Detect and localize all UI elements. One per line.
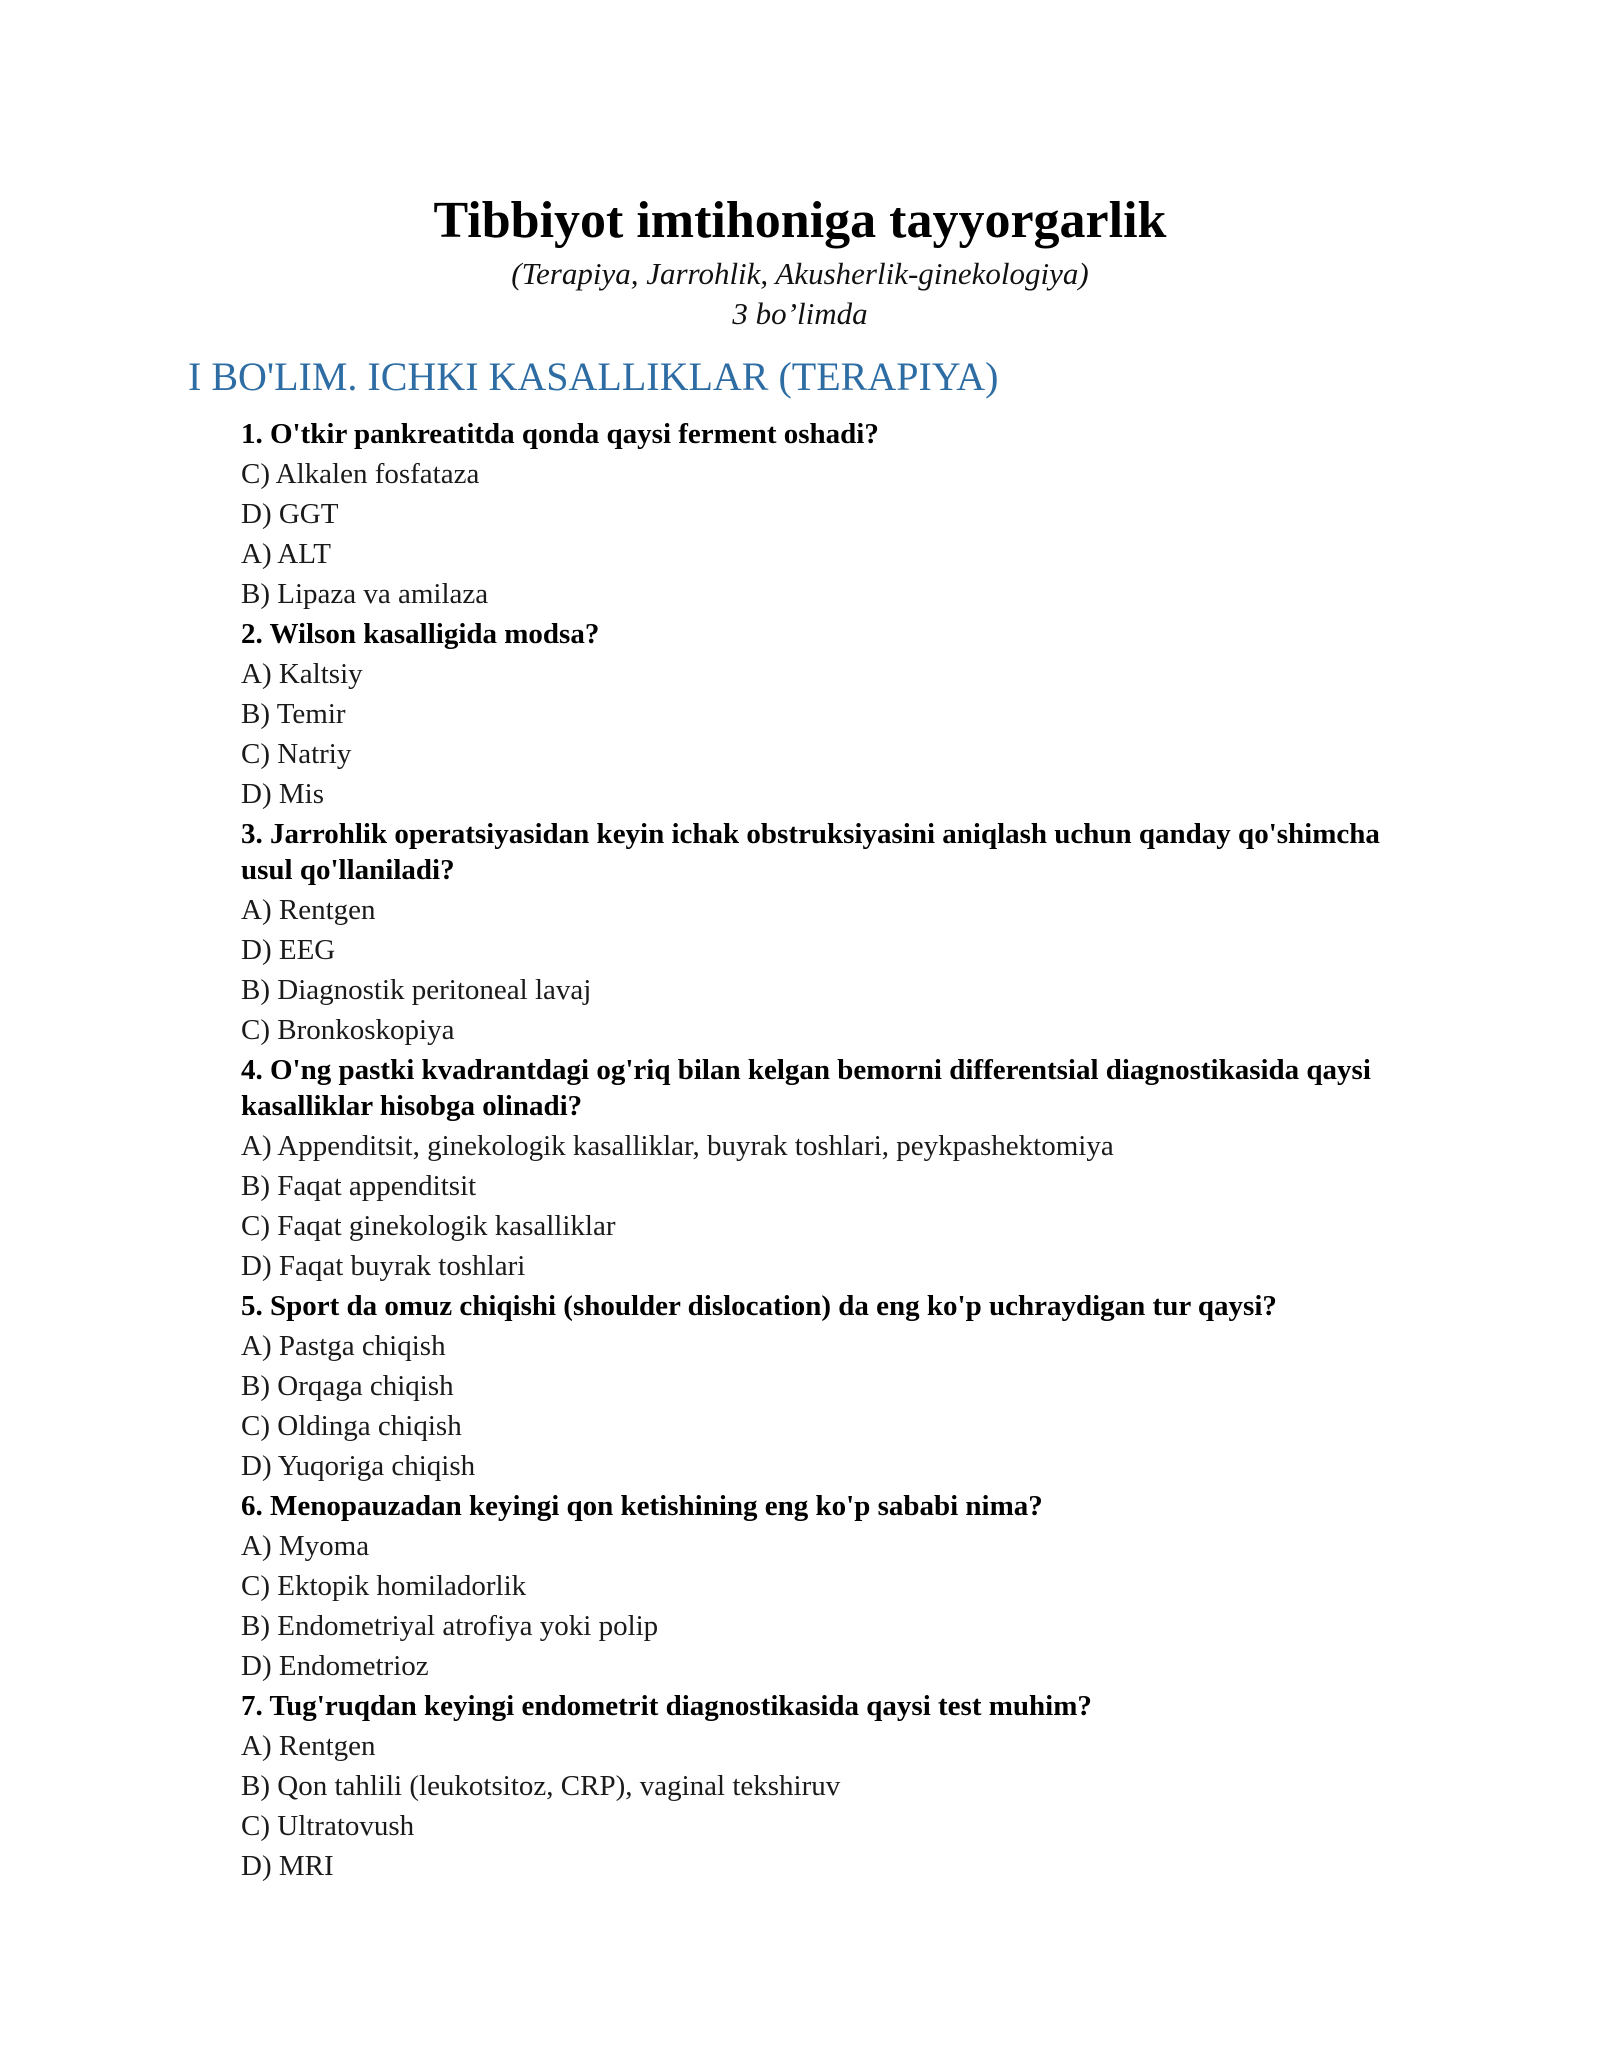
question-5 — [241, 1288, 1421, 1486]
answer-option: D) Yuqoriga chiqish — [241, 1450, 476, 1482]
answer-option: B) Endometriyal atrofiya yoki polip — [241, 1610, 659, 1642]
option-list — [241, 1526, 1421, 1686]
answer-option: B) Faqat appenditsit — [241, 1170, 477, 1202]
question-text: 2. Wilson kasalligida modsa? — [241, 618, 600, 650]
answer-option: B) Diagnostik peritoneal lavaj — [241, 974, 592, 1006]
answer-option: D) EEG — [241, 934, 336, 966]
option-list — [241, 890, 1421, 1050]
section-heading: I BO'LIM. ICHKI KASALLIKLAR (TERAPIYA) — [188, 354, 999, 399]
answer-option: B) Temir — [241, 698, 346, 730]
document-title: Tibbiyot imtihoniga tayyorgarlik — [433, 192, 1167, 249]
option-list — [241, 1726, 1421, 1886]
question-2 — [241, 616, 1421, 814]
answer-option: C) Ultratovush — [241, 1810, 415, 1842]
answer-option: C) Natriy — [241, 738, 352, 770]
answer-option: C) Ektopik homiladorlik — [241, 1570, 527, 1602]
answer-option: A) Rentgen — [241, 1730, 376, 1762]
answer-option: C) Faqat ginekologik kasalliklar — [241, 1210, 616, 1242]
answer-option: B) Lipaza va amilaza — [241, 578, 489, 610]
answer-option: D) Mis — [241, 778, 324, 810]
answer-option: D) MRI — [241, 1850, 334, 1882]
answer-option: C) Oldinga chiqish — [241, 1410, 462, 1442]
answer-option: A) Myoma — [241, 1530, 370, 1562]
answer-option: A) Appenditsit, ginekologik kasalliklar, buyrak toshlari, peykpashektomiya — [241, 1130, 1114, 1162]
question-4 — [241, 1052, 1421, 1286]
answer-option: A) Kaltsiy — [241, 658, 363, 690]
option-list — [241, 1326, 1421, 1486]
question-text: 1. O'tkir pankreatitda qonda qaysi ferment oshadi? — [241, 418, 879, 450]
question-list — [241, 414, 1421, 1886]
question-text: 7. Tug'ruqdan keyingi endometrit diagnostikasida qaysi test muhim? — [241, 1690, 1092, 1722]
question-text: 3. Jarrohlik operatsiyasidan keyin ichak obstruksiyasini aniqlash uchun qanday qo'shimcha usul qo'llaniladi? — [241, 818, 1380, 886]
answer-option: B) Qon tahlili (leukotsitoz, CRP), vaginal tekshiruv — [241, 1770, 841, 1802]
answer-option: B) Orqaga chiqish — [241, 1370, 454, 1402]
question-text: 4. O'ng pastki kvadrantdagi og'riq bilan kelgan bemorni differentsial diagnostikasida qaysi kasalliklar hisobga olinadi? — [241, 1054, 1371, 1122]
question-7 — [241, 1688, 1421, 1886]
question-1 — [241, 416, 1421, 614]
title-block — [0, 188, 1600, 334]
answer-option: A) Pastga chiqish — [241, 1330, 446, 1362]
answer-option: A) Rentgen — [241, 894, 376, 926]
question-text: 6. Menopauzadan keyingi qon ketishining eng ko'p sababi nima? — [241, 1490, 1043, 1522]
option-list — [241, 654, 1421, 814]
answer-option: A) ALT — [241, 538, 331, 570]
question-text: 5. Sport da omuz chiqishi (shoulder dislocation) da eng ko'p uchraydigan tur qaysi? — [241, 1290, 1277, 1322]
answer-option: D) Faqat buyrak toshlari — [241, 1250, 526, 1282]
answer-option: D) GGT — [241, 498, 339, 530]
answer-option: C) Bronkoskopiya — [241, 1014, 455, 1046]
option-list — [241, 1126, 1421, 1286]
option-list — [241, 454, 1421, 614]
document-parts-note: 3 bo’limda — [732, 296, 868, 331]
question-6 — [241, 1488, 1421, 1686]
answer-option: D) Endometrioz — [241, 1650, 429, 1682]
document-subtitle: (Terapiya, Jarrohlik, Akusherlik-ginekologiya) — [511, 256, 1089, 291]
answer-option: C) Alkalen fosfataza — [241, 458, 480, 490]
question-3 — [241, 816, 1421, 1050]
